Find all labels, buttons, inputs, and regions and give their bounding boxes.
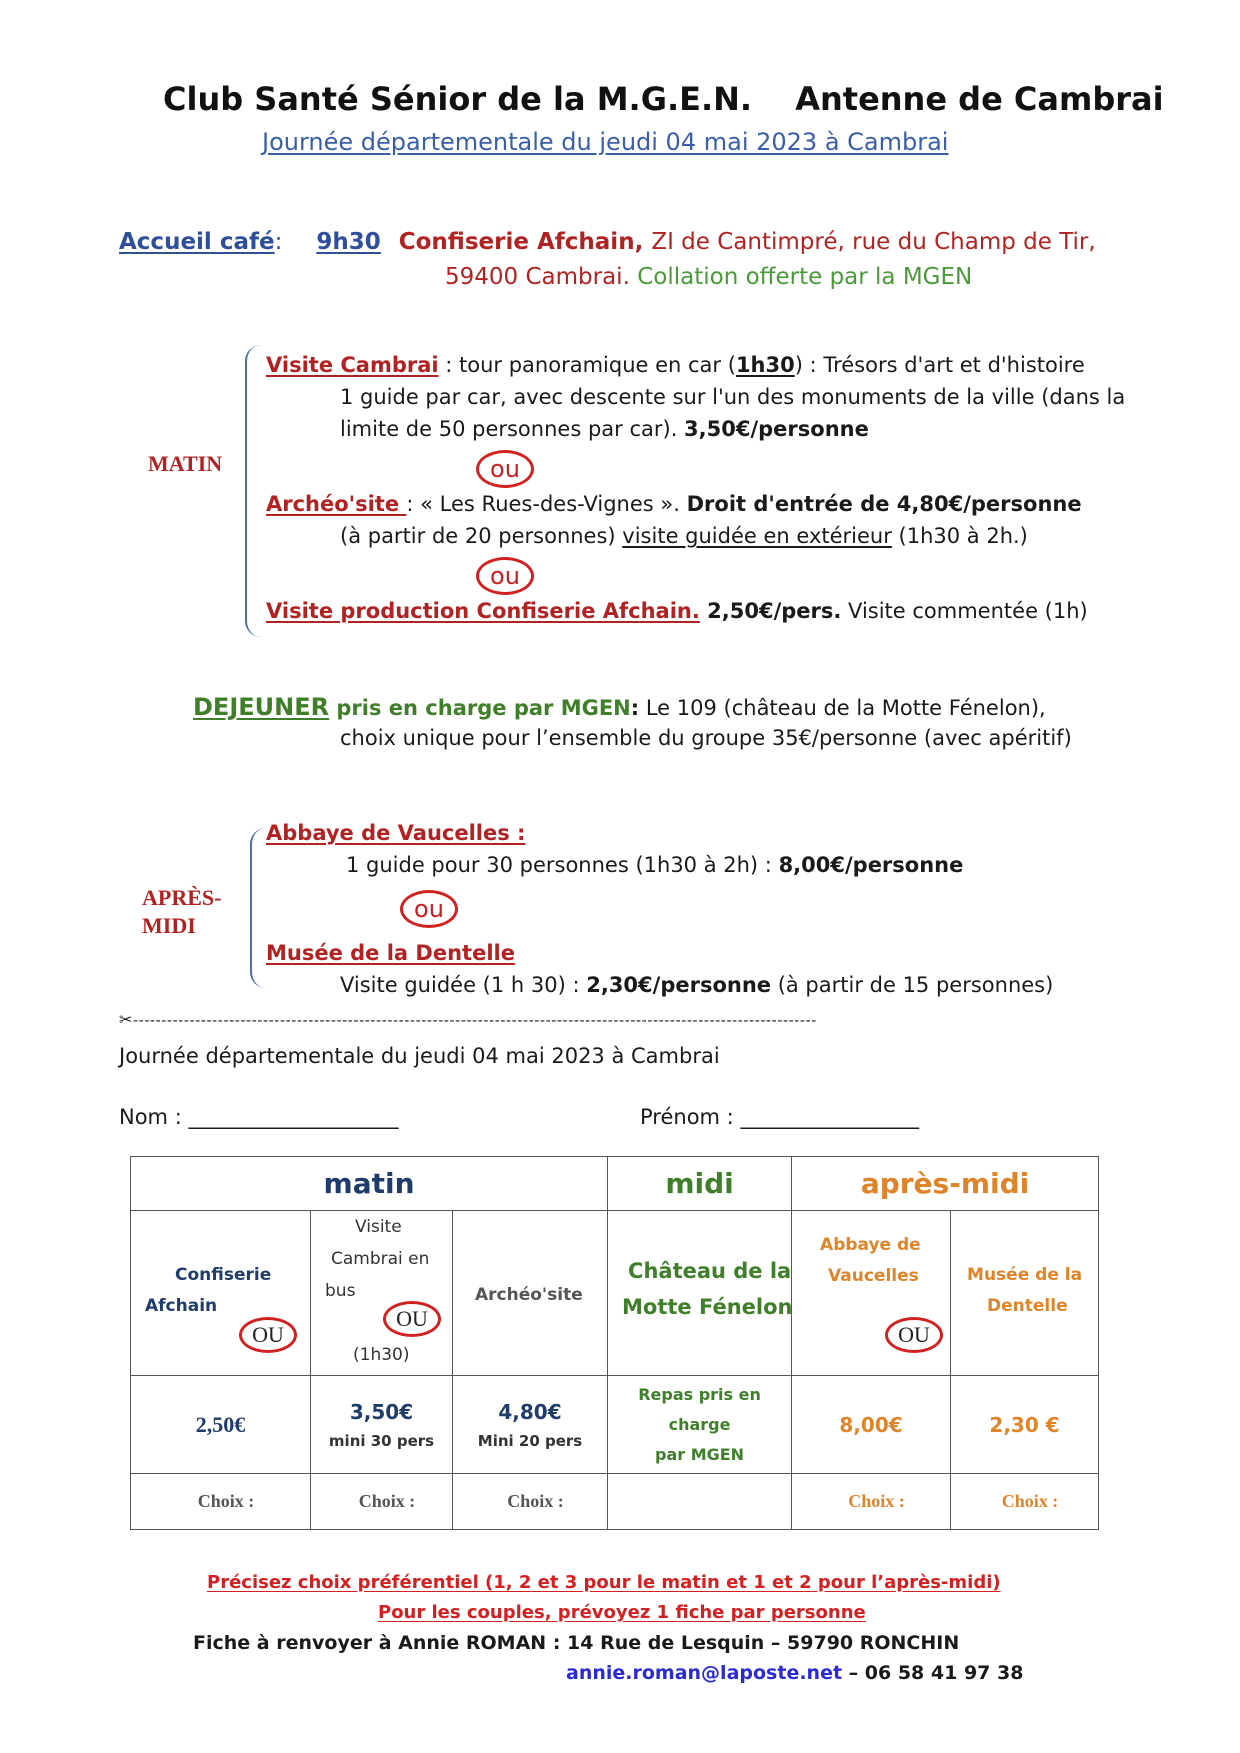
price-cambrai-value: 3,50€ <box>349 1399 414 1424</box>
apres-midi-label-1: APRÈS- <box>142 885 222 910</box>
nom-field[interactable] <box>119 1105 398 1129</box>
confiserie-line <box>266 599 1088 623</box>
price-vaucelles-value: 8,00€ <box>839 1412 903 1437</box>
apres-midi-label-2: MIDI <box>142 913 196 938</box>
price-confiserie <box>131 1376 311 1474</box>
choix-confiserie[interactable]: Choix : <box>131 1474 311 1530</box>
ou-matin-2: ou <box>476 557 534 595</box>
option-visite-cambrai <box>311 1211 453 1376</box>
price-cambrai-min: mini 30 pers <box>328 1431 435 1450</box>
visite-cambrai-line-1 <box>266 353 1085 377</box>
option-cambrai-label-2: Cambrai en <box>331 1249 430 1269</box>
price-archeo <box>453 1376 608 1474</box>
ou-matin-1: ou <box>476 450 534 488</box>
option-confiserie <box>131 1211 311 1376</box>
visite-cambrai-text-a: : tour panoramique en car ( <box>438 353 736 377</box>
visite-cambrai-line-2: 1 guide par car, avec descente sur l'un des monuments de la ville (dans la <box>340 385 1126 409</box>
footer-email[interactable]: annie.roman@laposte.net <box>566 1662 843 1684</box>
option-dentelle <box>951 1211 1099 1376</box>
archeosite-line-2 <box>340 524 1028 548</box>
price-dentelle <box>951 1376 1099 1474</box>
dentelle-text-a: Visite guidée (1 h 30) : <box>340 973 587 997</box>
visite-cambrai-line-3 <box>340 417 869 441</box>
ou-apres-midi: ou <box>400 890 458 928</box>
dentelle-title: Musée de la Dentelle <box>266 941 515 965</box>
choix-midi-empty <box>608 1474 792 1530</box>
page-title <box>163 80 1164 118</box>
option-cambrai-label-4: (1h30) <box>353 1345 410 1365</box>
accueil-address-2: 59400 Cambrai. <box>445 264 630 290</box>
footer-contact <box>566 1662 1023 1684</box>
nom-label: Nom : <box>119 1105 189 1129</box>
archeosite-price: Droit d'entrée de 4,80€/personne <box>686 492 1082 516</box>
price-vaucelles <box>792 1376 951 1474</box>
dejeuner-label: DEJEUNER <box>193 693 330 721</box>
prenom-blank[interactable]: _________________ <box>740 1105 919 1129</box>
dentelle-text-b: (à partir de 15 personnes) <box>771 973 1054 997</box>
choice-table <box>130 1156 1099 1530</box>
dejeuner-colon: : <box>630 696 640 720</box>
vaucelles-price: 8,00€/personne <box>778 853 964 877</box>
matin-label: MATIN <box>148 451 223 476</box>
footer-phone: – 06 58 41 97 38 <box>842 1662 1024 1684</box>
matin-brace <box>245 345 261 637</box>
option-archeo-label: Archéo'site <box>475 1285 583 1305</box>
confiserie-rest: Visite commentée (1h) <box>841 599 1088 623</box>
choix-dentelle[interactable]: Choix : <box>951 1474 1099 1530</box>
prenom-label: Prénom : <box>640 1105 741 1129</box>
accueil-address-1: ZI de Cantimpré, rue du Champ de Tir, <box>651 229 1096 255</box>
choix-cambrai[interactable]: Choix : <box>311 1474 453 1530</box>
accueil-label: Accueil café <box>119 229 275 255</box>
confiserie-price: 2,50€/pers. <box>699 599 842 623</box>
choix-vaucelles[interactable]: Choix : <box>792 1474 951 1530</box>
option-dentelle-label-1: Musée de la <box>967 1265 1083 1285</box>
dejeuner-text-1: Le 109 (château de la Motte Fénelon), <box>639 696 1046 720</box>
option-vaucelles <box>792 1211 951 1376</box>
price-archeo-min: Mini 20 pers <box>477 1431 583 1450</box>
option-chateau-label-1: Château de la <box>628 1259 792 1283</box>
dentelle-line <box>340 973 1053 997</box>
antenne-title: Antenne de Cambrai <box>795 80 1164 118</box>
price-archeo-value: 4,80€ <box>498 1399 562 1424</box>
archeosite-title: Archéo'site <box>266 492 407 516</box>
option-chateau <box>608 1211 792 1376</box>
archeosite-text-a: : « Les Rues-des-Vignes ». <box>406 492 687 516</box>
cut-line <box>119 1010 1049 1029</box>
dejeuner-line-2: choix unique pour l’ensemble du groupe 35€/personne (avec apéritif) <box>340 726 1072 750</box>
price-midi-line-3: par MGEN <box>654 1444 745 1464</box>
cut-dashes: ------------------------------------------------------------------------------------------------------------------------- <box>133 1013 817 1029</box>
price-cambrai <box>311 1376 453 1474</box>
option-vaucelles-label-1: Abbaye de <box>820 1235 921 1255</box>
ou-table-3: OU <box>885 1317 943 1353</box>
archeosite-text-b: (à partir de 20 personnes) <box>340 524 623 548</box>
choix-archeo[interactable]: Choix : <box>453 1474 608 1530</box>
ou-table-1: OU <box>239 1317 297 1353</box>
option-dentelle-label-2: Dentelle <box>987 1296 1068 1316</box>
accueil-time: 9h30 <box>316 229 381 255</box>
ou-table-2: OU <box>383 1301 441 1337</box>
confiserie-title: Visite production Confiserie Afchain. <box>266 599 700 623</box>
visite-cambrai-title: Visite Cambrai <box>266 353 439 377</box>
archeosite-text-c: (1h30 à 2h.) <box>891 524 1028 548</box>
dejeuner-charge: pris en charge par MGEN <box>329 696 631 720</box>
visite-cambrai-price: 3,50€/personne <box>684 417 869 441</box>
accueil-place: Confiserie Afchain, <box>398 229 644 255</box>
archeosite-guided: visite guidée en extérieur <box>622 524 892 548</box>
header-matin: matin <box>131 1157 608 1211</box>
visite-cambrai-text-c: limite de 50 personnes par car). <box>340 417 685 441</box>
vaucelles-text: 1 guide pour 30 personnes (1h30 à 2h) : <box>346 853 779 877</box>
option-vaucelles-label-2: Vaucelles <box>828 1266 919 1286</box>
option-cambrai-label-1: Visite <box>355 1217 402 1237</box>
footer-address: Fiche à renvoyer à Annie ROMAN : 14 Rue de Lesquin – 59790 RONCHIN <box>193 1632 960 1654</box>
visite-cambrai-text-b: ) : Trésors d'art et d'histoire <box>794 353 1085 377</box>
dejeuner-line-1 <box>193 693 1046 721</box>
apres-midi-brace <box>250 828 266 988</box>
header-midi: midi <box>608 1157 792 1211</box>
accueil-collation: Collation offerte par la MGEN <box>637 264 973 290</box>
club-title: Club Santé Sénior de la M.G.E.N. <box>163 80 753 118</box>
dentelle-price: 2,30€/personne <box>586 973 772 997</box>
prenom-field[interactable] <box>640 1105 919 1129</box>
apres-midi-label <box>142 884 221 940</box>
page-subtitle: Journée départementale du jeudi 04 mai 2023 à Cambrai <box>262 128 949 156</box>
option-confiserie-label-2: Afchain <box>145 1296 218 1316</box>
price-dentelle-value: 2,30 € <box>989 1412 1060 1437</box>
visite-cambrai-duration: 1h30 <box>735 353 795 377</box>
accueil-colon: : <box>274 229 283 255</box>
archeosite-line-1 <box>266 492 1082 516</box>
footer-instructions: Précisez choix préférentiel (1, 2 et 3 pour le matin et 1 et 2 pour l’après-midi) <box>207 1572 1001 1593</box>
option-confiserie-label-1: Confiserie <box>175 1265 272 1285</box>
option-chateau-label-2: Motte Fénelon <box>622 1295 793 1319</box>
price-midi-line-1: Repas pris en <box>638 1384 761 1404</box>
price-midi-line-2: charge <box>668 1414 731 1434</box>
header-apres-midi: après-midi <box>792 1157 1099 1211</box>
accueil-line-2 <box>445 264 972 290</box>
vaucelles-line <box>346 853 963 877</box>
nom-blank[interactable]: ____________________ <box>188 1105 399 1129</box>
vaucelles-title: Abbaye de Vaucelles : <box>266 821 526 845</box>
option-cambrai-label-3: bus <box>325 1281 356 1301</box>
accueil-line-1 <box>119 229 1096 255</box>
footer-couples: Pour les couples, prévoyez 1 fiche par personne <box>378 1602 866 1623</box>
scissors-icon: ✂ <box>119 1010 134 1029</box>
price-confiserie-value: 2,50€ <box>195 1411 246 1437</box>
price-midi <box>608 1376 792 1474</box>
form-subtitle: Journée départementale du jeudi 04 mai 2023 à Cambrai <box>119 1044 720 1068</box>
option-archeosite <box>453 1211 608 1376</box>
